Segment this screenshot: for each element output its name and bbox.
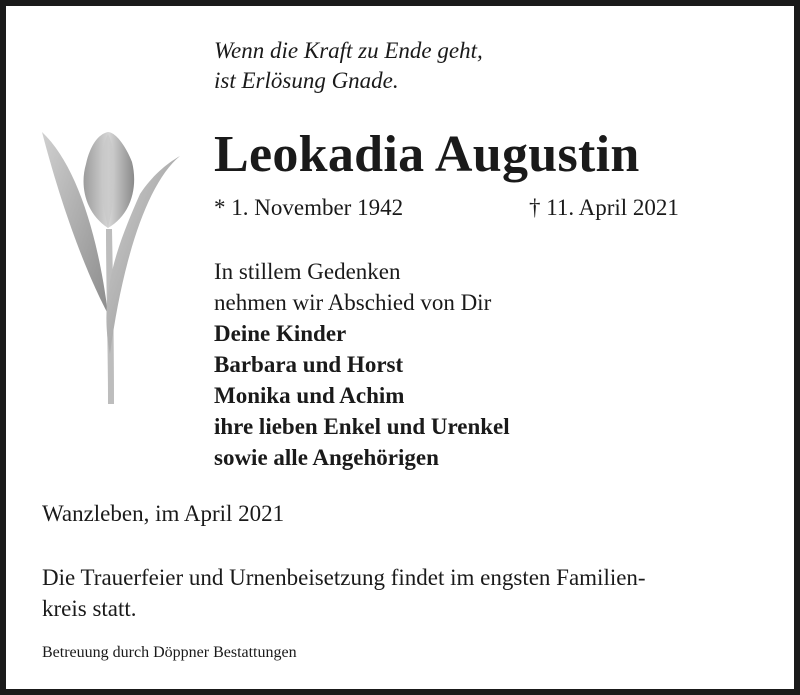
funeral-notice-line: Die Trauerfeier und Urnenbeisetzung findet im engsten Familien- xyxy=(42,565,646,590)
mourner-line: Deine Kinder xyxy=(214,321,347,346)
mourner-line: Barbara und Horst xyxy=(214,352,404,377)
death-date: † 11. April 2021 xyxy=(529,195,679,220)
motto-line: Wenn die Kraft zu Ende geht, xyxy=(214,38,483,63)
funeral-home-credit: Betreuung durch Döppner Bestattungen xyxy=(42,644,297,661)
deceased-name: Leokadia Augustin xyxy=(214,126,640,183)
mourner-line: Monika und Achim xyxy=(214,383,405,408)
mourning-intro-line: nehmen wir Abschied von Dir xyxy=(214,290,492,315)
motto-line: ist Erlösung Gnade. xyxy=(214,68,399,93)
mourner-line: sowie alle Angehörigen xyxy=(214,445,439,470)
birth-date: * 1. November 1942 xyxy=(214,195,404,220)
tulip-icon xyxy=(36,124,186,409)
funeral-notice xyxy=(42,562,777,624)
funeral-notice-line: kreis statt. xyxy=(42,596,137,621)
motto-verse xyxy=(214,36,483,96)
mourning-block xyxy=(214,256,510,473)
place-and-date: Wanzleben, im April 2021 xyxy=(42,501,285,526)
mourning-intro-line: In stillem Gedenken xyxy=(214,259,401,284)
mourner-line: ihre lieben Enkel und Urenkel xyxy=(214,414,510,439)
